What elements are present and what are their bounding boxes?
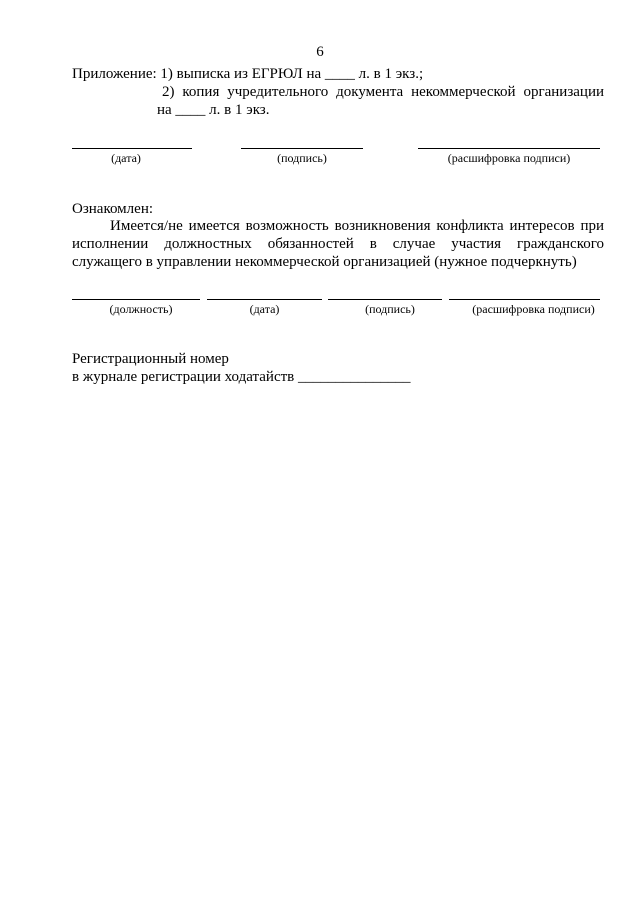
acquainted-heading: Ознакомлен: bbox=[72, 201, 154, 217]
position-caption: (должность) bbox=[109, 302, 173, 316]
date-line-1[interactable] bbox=[72, 148, 192, 149]
attachment-line-3: на ____ л. в 1 экз. bbox=[157, 102, 270, 118]
date-caption-1: (дата) bbox=[111, 151, 141, 165]
date-field-2 bbox=[207, 299, 322, 317]
attachment-line-1: Приложение: 1) выписка из ЕГРЮЛ на ____ л. в 1 экз.; bbox=[72, 66, 424, 82]
page-number: 6 bbox=[316, 44, 324, 60]
conflict-paragraph: Имеется/не имеется возможность возникновения конфликта интересов при исполнении должностных обязанностей в случае участия гражданского служащего в управлении некоммерческой организацией (нужное подчеркнуть) bbox=[72, 218, 604, 270]
decoding-line-2[interactable] bbox=[449, 299, 600, 300]
signature-line-2[interactable] bbox=[328, 299, 442, 300]
signature-line-1[interactable] bbox=[241, 148, 363, 149]
decoding-field-1 bbox=[418, 148, 600, 166]
signature-caption-2: (подпись) bbox=[365, 302, 415, 316]
decoding-caption-2: (расшифровка подписи) bbox=[472, 302, 595, 316]
date-line-2[interactable] bbox=[207, 299, 322, 300]
signature-field-2 bbox=[328, 299, 442, 317]
decoding-field-2 bbox=[449, 299, 600, 317]
decoding-caption-1: (расшифровка подписи) bbox=[447, 151, 571, 165]
registration-line-2: в журнале регистрации ходатайств _______________ bbox=[72, 369, 411, 385]
position-field bbox=[72, 299, 200, 317]
date-caption-2: (дата) bbox=[249, 302, 280, 316]
signature-field-1 bbox=[241, 148, 363, 166]
registration-line-1: Регистрационный номер bbox=[72, 351, 229, 367]
position-line[interactable] bbox=[72, 299, 200, 300]
date-field-1 bbox=[72, 148, 192, 166]
attachment-line-2: 2) копия учредительного документа некоммерческой организации bbox=[162, 84, 604, 100]
signature-caption-1: (подпись) bbox=[277, 151, 327, 165]
decoding-line-1[interactable] bbox=[418, 148, 600, 149]
